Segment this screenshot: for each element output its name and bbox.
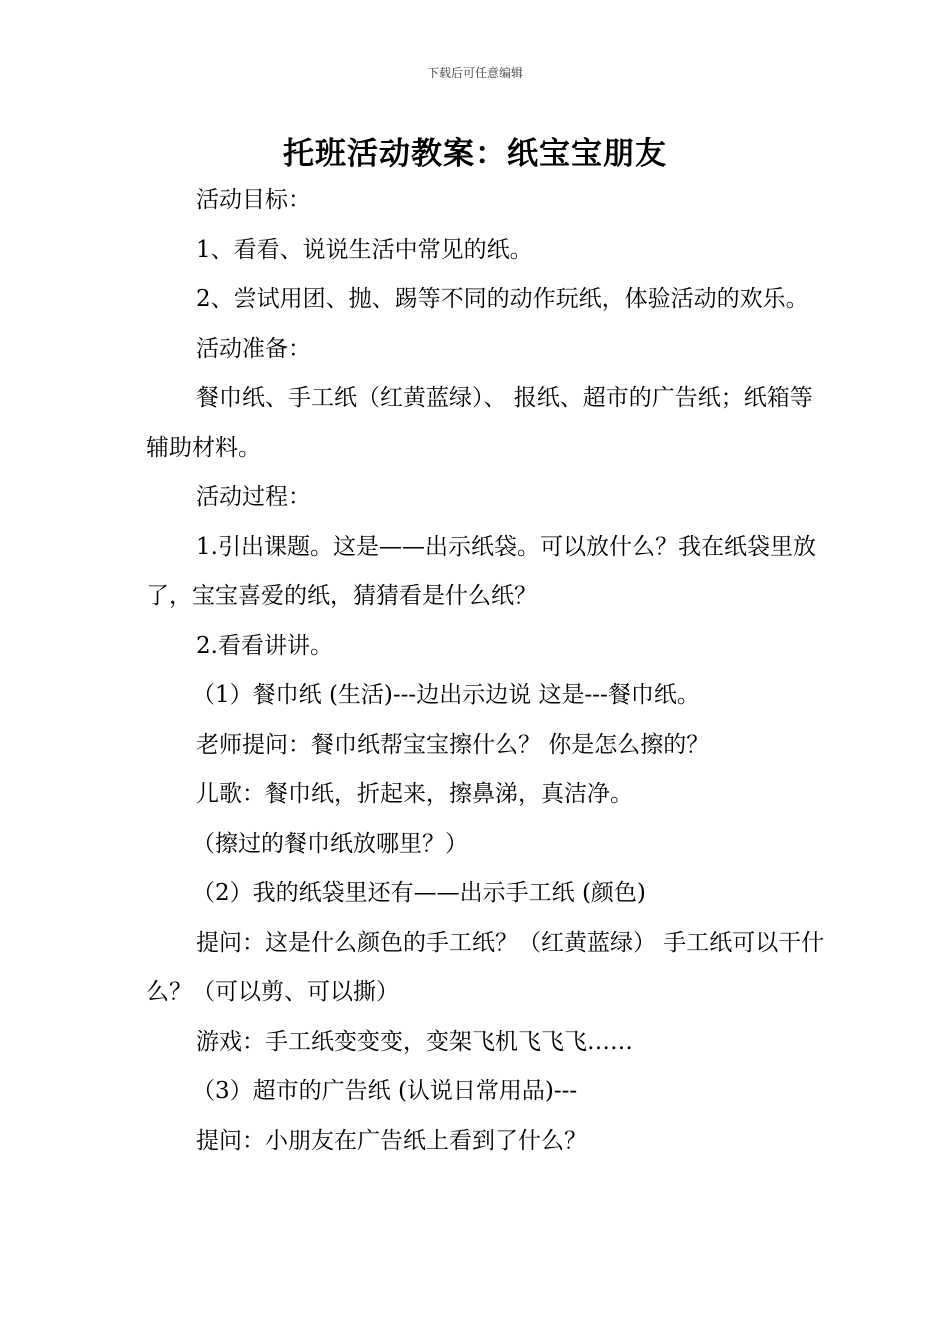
paragraph: （1）餐巾纸 (生活)---边出示边说 这是---餐巾纸。 bbox=[192, 682, 700, 708]
paragraph: 2、尝试用团、抛、踢等不同的动作玩纸，体验活动的欢乐。 bbox=[196, 286, 809, 312]
paragraph: 1.引出课题。这是——出示纸袋。可以放什么？我在纸袋里放了，宝宝喜爱的纸，猜猜看是什么纸？ bbox=[146, 533, 816, 609]
paragraph: 2.看看讲讲。 bbox=[196, 632, 333, 659]
paragraph: 餐巾纸、手工纸（红黄蓝绿）、 报纸、超市的广告纸；纸箱等辅助材料。 bbox=[146, 385, 813, 461]
paragraph: 活动准备： bbox=[196, 335, 311, 362]
paragraph: 活动过程： bbox=[196, 484, 311, 510]
document-title: 托班活动教案：纸宝宝朋友 bbox=[283, 136, 667, 172]
paragraph: 儿歌：餐巾纸，折起来，擦鼻涕，真洁净。 bbox=[196, 781, 633, 807]
paragraph: 1、看看、说说生活中常见的纸。 bbox=[196, 236, 533, 263]
paragraph: （2）我的纸袋里还有——出示手工纸 (颜色) bbox=[192, 880, 646, 906]
paragraph: （3）超市的广告纸 (认说日常用品)--- bbox=[192, 1078, 578, 1104]
paragraph: 提问：小朋友在广告纸上看到了什么？ bbox=[196, 1127, 587, 1154]
paragraph: （擦过的餐巾纸放哪里？） bbox=[192, 830, 468, 857]
document-body bbox=[146, 176, 826, 1166]
paragraph: 游戏：手工纸变变变，变架飞机飞飞飞…… bbox=[196, 1028, 633, 1055]
page-header-note: 下载后可任意编辑 bbox=[426, 66, 523, 80]
paragraph: 老师提问：餐巾纸帮宝宝擦什么？ 你是怎么擦的？ bbox=[196, 731, 710, 758]
paragraph: 活动目标： bbox=[196, 187, 311, 213]
paragraph: 提问：这是什么颜色的手工纸？（红黄蓝绿） 手工纸可以干什么？（可以剪、可以撕） bbox=[146, 929, 825, 1005]
